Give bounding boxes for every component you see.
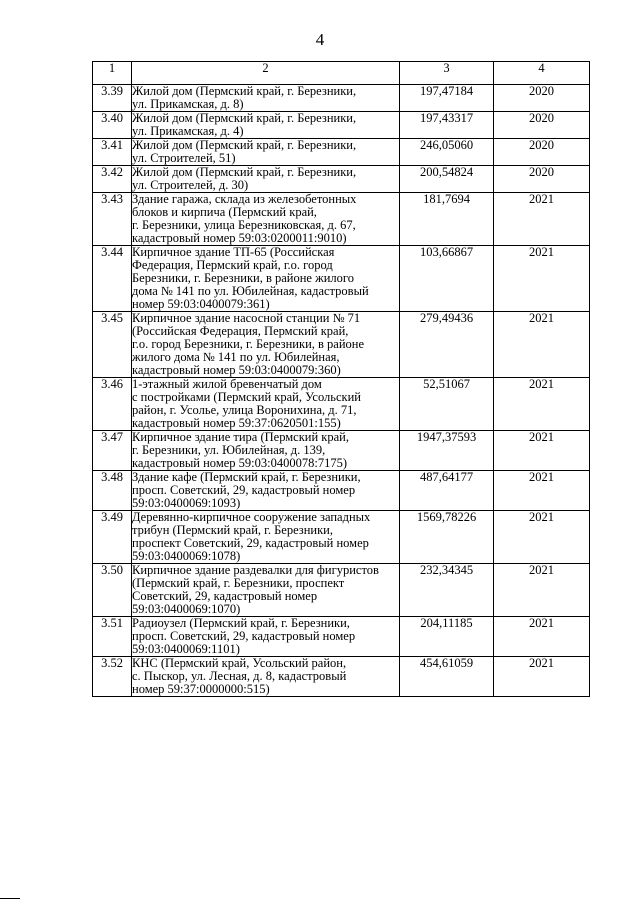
row-value: 197,47184 xyxy=(400,85,494,112)
table-row xyxy=(93,431,590,471)
row-value: 232,34345 xyxy=(400,564,494,617)
row-number: 3.40 xyxy=(93,112,132,139)
table-row xyxy=(93,657,590,697)
row-number: 3.43 xyxy=(93,193,132,246)
row-number: 3.50 xyxy=(93,564,132,617)
row-value: 454,61059 xyxy=(400,657,494,697)
page-number: 4 xyxy=(315,30,325,49)
row-year: 2021 xyxy=(494,193,590,246)
row-description: Жилой дом (Пермский край, г. Березники, ул. Строителей, 51) xyxy=(132,139,400,166)
row-description: Здание кафе (Пермский край, г. Березники, просп. Советский, 29, кадастровый номер 59:03:0400069:1093) xyxy=(132,471,400,511)
row-year: 2021 xyxy=(494,511,590,564)
column-header-2: 2 xyxy=(132,62,400,85)
row-value: 1947,37593 xyxy=(400,431,494,471)
row-description: 1-этажный жилой бревенчатый дом с постройками (Пермский край, Усольский район, г. Усолье, улица Воронихина, д. 71, кадастровый номер 59:37:0620501:155) xyxy=(132,378,400,431)
row-number: 3.45 xyxy=(93,312,132,378)
table-row xyxy=(93,85,590,112)
row-year: 2020 xyxy=(494,139,590,166)
row-number: 3.47 xyxy=(93,431,132,471)
row-value: 246,05060 xyxy=(400,139,494,166)
table-row xyxy=(93,471,590,511)
row-year: 2021 xyxy=(494,312,590,378)
row-number: 3.42 xyxy=(93,166,132,193)
table-row xyxy=(93,564,590,617)
row-description: Жилой дом (Пермский край, г. Березники, ул. Прикамская, д. 8) xyxy=(132,85,400,112)
row-value: 197,43317 xyxy=(400,112,494,139)
row-year: 2021 xyxy=(494,431,590,471)
table-row xyxy=(93,246,590,312)
row-value: 103,66867 xyxy=(400,246,494,312)
row-description: Кирпичное здание раздевалки для фигуристов (Пермский край, г. Березники, проспект Советский, 29, кадастровый номер 59:03:0400069:1070) xyxy=(132,564,400,617)
table-row xyxy=(93,511,590,564)
row-year: 2020 xyxy=(494,112,590,139)
row-year: 2021 xyxy=(494,246,590,312)
row-number: 3.52 xyxy=(93,657,132,697)
table-row xyxy=(93,312,590,378)
row-year: 2020 xyxy=(494,166,590,193)
row-value: 200,54824 xyxy=(400,166,494,193)
row-year: 2021 xyxy=(494,617,590,657)
row-number: 3.46 xyxy=(93,378,132,431)
row-year: 2021 xyxy=(494,471,590,511)
row-description: Кирпичное здание тира (Пермский край, г. Березники, ул. Юбилейная, д. 139, кадастровый номер 59:03:0400078:7175) xyxy=(132,431,400,471)
row-year: 2020 xyxy=(494,85,590,112)
row-description: Жилой дом (Пермский край, г. Березники, ул. Строителей, д. 30) xyxy=(132,166,400,193)
row-number: 3.51 xyxy=(93,617,132,657)
column-header-3: 3 xyxy=(400,62,494,85)
row-value: 204,11185 xyxy=(400,617,494,657)
page-edge-mark xyxy=(0,898,20,899)
row-value: 52,51067 xyxy=(400,378,494,431)
row-value: 487,64177 xyxy=(400,471,494,511)
row-number: 3.48 xyxy=(93,471,132,511)
row-value: 1569,78226 xyxy=(400,511,494,564)
row-number: 3.39 xyxy=(93,85,132,112)
row-number: 3.41 xyxy=(93,139,132,166)
table-row xyxy=(93,193,590,246)
column-header-1: 1 xyxy=(93,62,132,85)
table-row xyxy=(93,166,590,193)
property-table xyxy=(92,61,590,697)
row-year: 2021 xyxy=(494,378,590,431)
table-row xyxy=(93,112,590,139)
row-description: Кирпичное здание ТП-65 (Российская Федерация, Пермский край, г.о. город Березники, г. Березники, в районе жилого дома № 141 по ул. Юбилейная, кадастровый номер 59:03:0400079:361) xyxy=(132,246,400,312)
row-year: 2021 xyxy=(494,657,590,697)
row-year: 2021 xyxy=(494,564,590,617)
table-header-row xyxy=(93,62,590,85)
row-description: Радиоузел (Пермский край, г. Березники, просп. Советский, 29, кадастровый номер 59:03:0400069:1101) xyxy=(132,617,400,657)
table-row xyxy=(93,139,590,166)
table-row xyxy=(93,617,590,657)
row-description: КНС (Пермский край, Усольский район, с. Пыскор, ул. Лесная, д. 8, кадастровый номер 59:37:0000000:515) xyxy=(132,657,400,697)
row-description: Деревянно-кирпичное сооружение западных трибун (Пермский край, г. Березники, проспект Советский, 29, кадастровый номер 59:03:0400069:1078) xyxy=(132,511,400,564)
row-description: Здание гаража, склада из железобетонных блоков и кирпича (Пермский край, г. Березники, улица Березниковская, д. 67, кадастровый номер 59:03:0200011:9010) xyxy=(132,193,400,246)
row-number: 3.44 xyxy=(93,246,132,312)
table-row xyxy=(93,378,590,431)
row-description: Жилой дом (Пермский край, г. Березники, ул. Прикамская, д. 4) xyxy=(132,112,400,139)
row-value: 181,7694 xyxy=(400,193,494,246)
column-header-4: 4 xyxy=(494,62,590,85)
row-number: 3.49 xyxy=(93,511,132,564)
row-description: Кирпичное здание насосной станции № 71 (Российская Федерация, Пермский край, г.о. город Березники, г. Березники, в районе жилого дома № 141 по ул. Юбилейная, кадастровый номер 59:03:0400079:360) xyxy=(132,312,400,378)
row-value: 279,49436 xyxy=(400,312,494,378)
